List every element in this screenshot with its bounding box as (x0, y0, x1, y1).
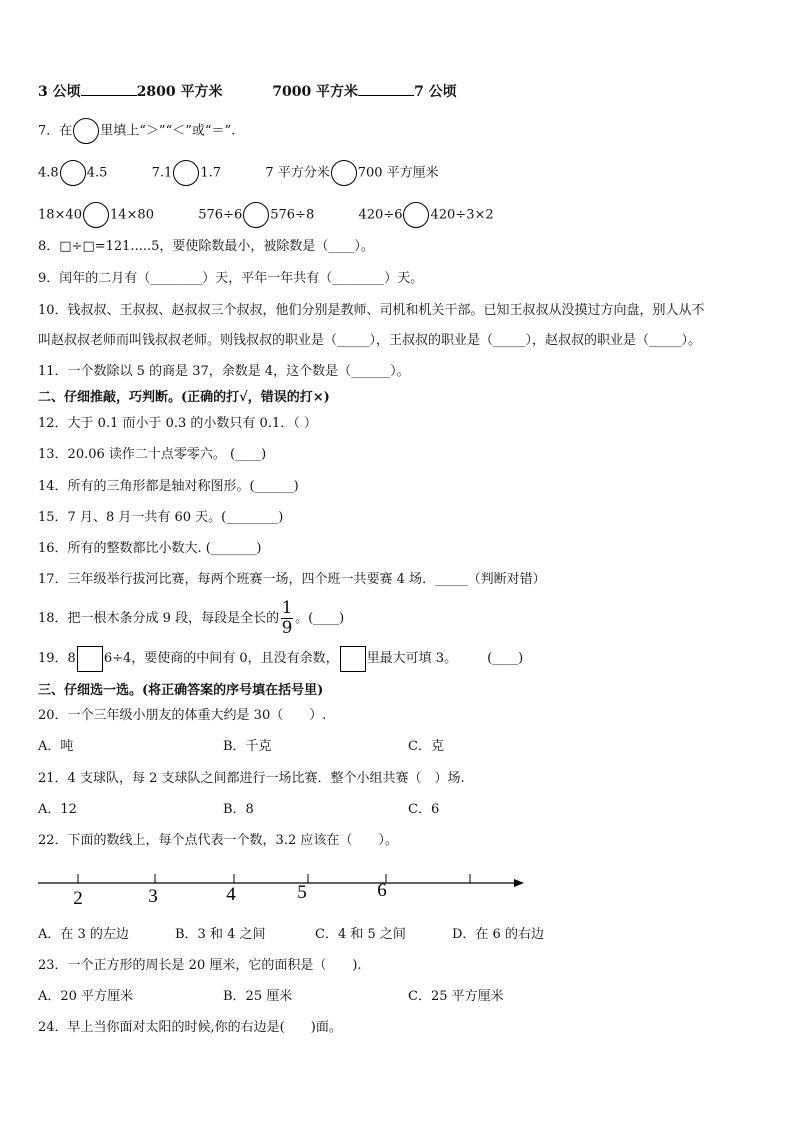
question-15: 15．7 月、8 月一共有 60 天。(________) (38, 510, 284, 525)
option-a[interactable]: A．20 平方厘米 (38, 989, 134, 1004)
question-21: 21．4 支球队，每 2 支球队之间都进行一场比赛．整个小组共赛（ ）场. (38, 771, 465, 786)
fill-square[interactable] (77, 646, 103, 672)
q19-text-a: 19．8 (38, 651, 76, 666)
question-9: 9．闰年的二月有（________）天，平年一年共有（________）天。 (38, 271, 424, 286)
option-a[interactable]: A．吨 (38, 739, 74, 754)
compare-circle[interactable] (243, 202, 269, 228)
number-line (38, 862, 538, 912)
option-a[interactable]: A．12 (38, 802, 77, 817)
question-17: 17．三年级举行拔河比赛，每两个班赛一场，四个班一共要赛 4 场．_____（判断对错） (38, 572, 546, 587)
compare-circle[interactable] (403, 202, 429, 228)
number-line-tick-label: 3 (148, 886, 158, 907)
option-c[interactable]: C．克 (408, 739, 444, 754)
option-b[interactable]: B．8 (223, 802, 254, 817)
option-d[interactable]: D．在 6 的右边 (452, 927, 544, 942)
fraction-one-ninth (281, 600, 293, 637)
number-line-tick-label: 4 (226, 884, 236, 905)
question-22: 22．下面的数线上，每个点代表一个数，3.2 应该在（ ）。 (38, 833, 398, 848)
question-22-options (38, 926, 544, 944)
question-13: 13．20.06 读作二十点零零六。 (____) (38, 447, 267, 462)
compare-circle[interactable] (73, 118, 99, 144)
expr: 14×80 (109, 207, 154, 223)
option-a[interactable]: A．在 3 的左边 (38, 927, 129, 942)
denominator: 9 (281, 618, 293, 638)
text-7000-sqm: 7000 平方米 (272, 84, 359, 100)
question-7-title (38, 118, 235, 144)
question-8: 8．□÷□=121.....5，要使除数最小，被除数是（____）。 (38, 239, 374, 254)
expr: 420÷3×2 (430, 207, 494, 223)
text-2800-sqm: 2800 平方米 (136, 84, 223, 100)
q18-text: 18．把一根木条分成 9 段，每段是全长的 (38, 611, 280, 626)
numerator: 1 (281, 598, 293, 618)
number-line-tick-label: 2 (73, 888, 83, 909)
option-c[interactable]: C．6 (408, 802, 440, 817)
q18-after: 。(____) (295, 611, 345, 626)
expr: 1.7 (200, 165, 222, 181)
question-10-line-2: 叫赵叔叔老师而叫钱叔叔老师。则钱叔叔的职业是（_____），王叔叔的职业是（_____），赵叔叔的职业是（_____）。 (38, 333, 702, 348)
question-20-options (38, 738, 444, 756)
fill-square[interactable] (340, 646, 366, 672)
question-11: 11．一个数除以 5 的商是 37，余数是 4，这个数是（______）。 (38, 364, 410, 379)
question-18 (38, 600, 344, 637)
option-c[interactable]: C．25 平方厘米 (408, 989, 504, 1004)
section-3-heading: 三、仔细选一选。(将正确答案的序号填在括号里) (38, 683, 324, 698)
compare-circle[interactable] (331, 160, 357, 186)
question-21-options (38, 801, 439, 819)
question-20: 20．一个三年级小朋友的体重大约是 30（ ）. (38, 708, 327, 723)
option-c[interactable]: C．4 和 5 之间 (315, 927, 406, 942)
number-line-tick-label: 5 (297, 882, 307, 903)
compare-circle[interactable] (173, 160, 199, 186)
expr: 4.5 (86, 165, 108, 181)
q7-title-text: 7．在 (38, 123, 73, 139)
line-area-compare (38, 83, 457, 101)
question-7-row-1 (38, 160, 439, 186)
question-23: 23．一个正方形的周长是 20 厘米，它的面积是（ ). (38, 958, 362, 973)
expr: 420÷6 (358, 207, 403, 223)
expr: 576÷8 (270, 207, 315, 223)
question-12: 12．大于 0.1 而小于 0.3 的小数只有 0.1．（ ） (38, 416, 317, 431)
expr: 4.8 (38, 165, 59, 181)
question-23-options (38, 988, 504, 1006)
compare-circle[interactable] (83, 202, 109, 228)
blank-1[interactable] (81, 84, 137, 96)
expr: 576÷6 (198, 207, 243, 223)
question-7-row-2 (38, 202, 494, 228)
question-14: 14．所有的三角形都是轴对称图形。(______) (38, 479, 299, 494)
compare-circle[interactable] (60, 160, 86, 186)
expr: 18×40 (38, 207, 82, 223)
q19-text-b: 6÷4，要使商的中间有 0，且没有余数， (103, 651, 339, 666)
number-line-tick-label: 6 (377, 880, 387, 901)
question-24: 24．早上当你面对太阳的时候,你的右边是( )面。 (38, 1020, 342, 1035)
q19-text-d: (____) (487, 651, 524, 666)
option-b[interactable]: B．千克 (223, 739, 272, 754)
option-b[interactable]: B．25 厘米 (223, 989, 293, 1004)
expr: 7.1 (151, 165, 173, 181)
question-19 (38, 645, 523, 673)
question-16: 16．所有的整数都比小数大. (_______) (38, 541, 262, 556)
text-3-hectare: 3 公顷 (38, 84, 81, 100)
section-2-heading: 二、仔细推敲，巧判断。(正确的打√，错误的打×) (38, 390, 330, 405)
q19-text-c: 里最大可填 3。 (366, 651, 458, 666)
blank-2[interactable] (358, 84, 414, 96)
arrow-head-icon (514, 879, 524, 887)
expr: 7 平方分米 (265, 165, 330, 181)
question-10-line-1: 10．钱叔叔、王叔叔、赵叔叔三个叔叔，他们分别是教师、司机和机关干部。已知王叔叔从没摸过方向盘，别人从不 (38, 303, 705, 318)
q7-title-rest: 里填上“＞”“＜”或“＝”. (100, 123, 236, 139)
option-b[interactable]: B．3 和 4 之间 (175, 927, 266, 942)
text-7-hectare: 7 公顷 (414, 84, 457, 100)
expr: 700 平方厘米 (357, 165, 439, 181)
